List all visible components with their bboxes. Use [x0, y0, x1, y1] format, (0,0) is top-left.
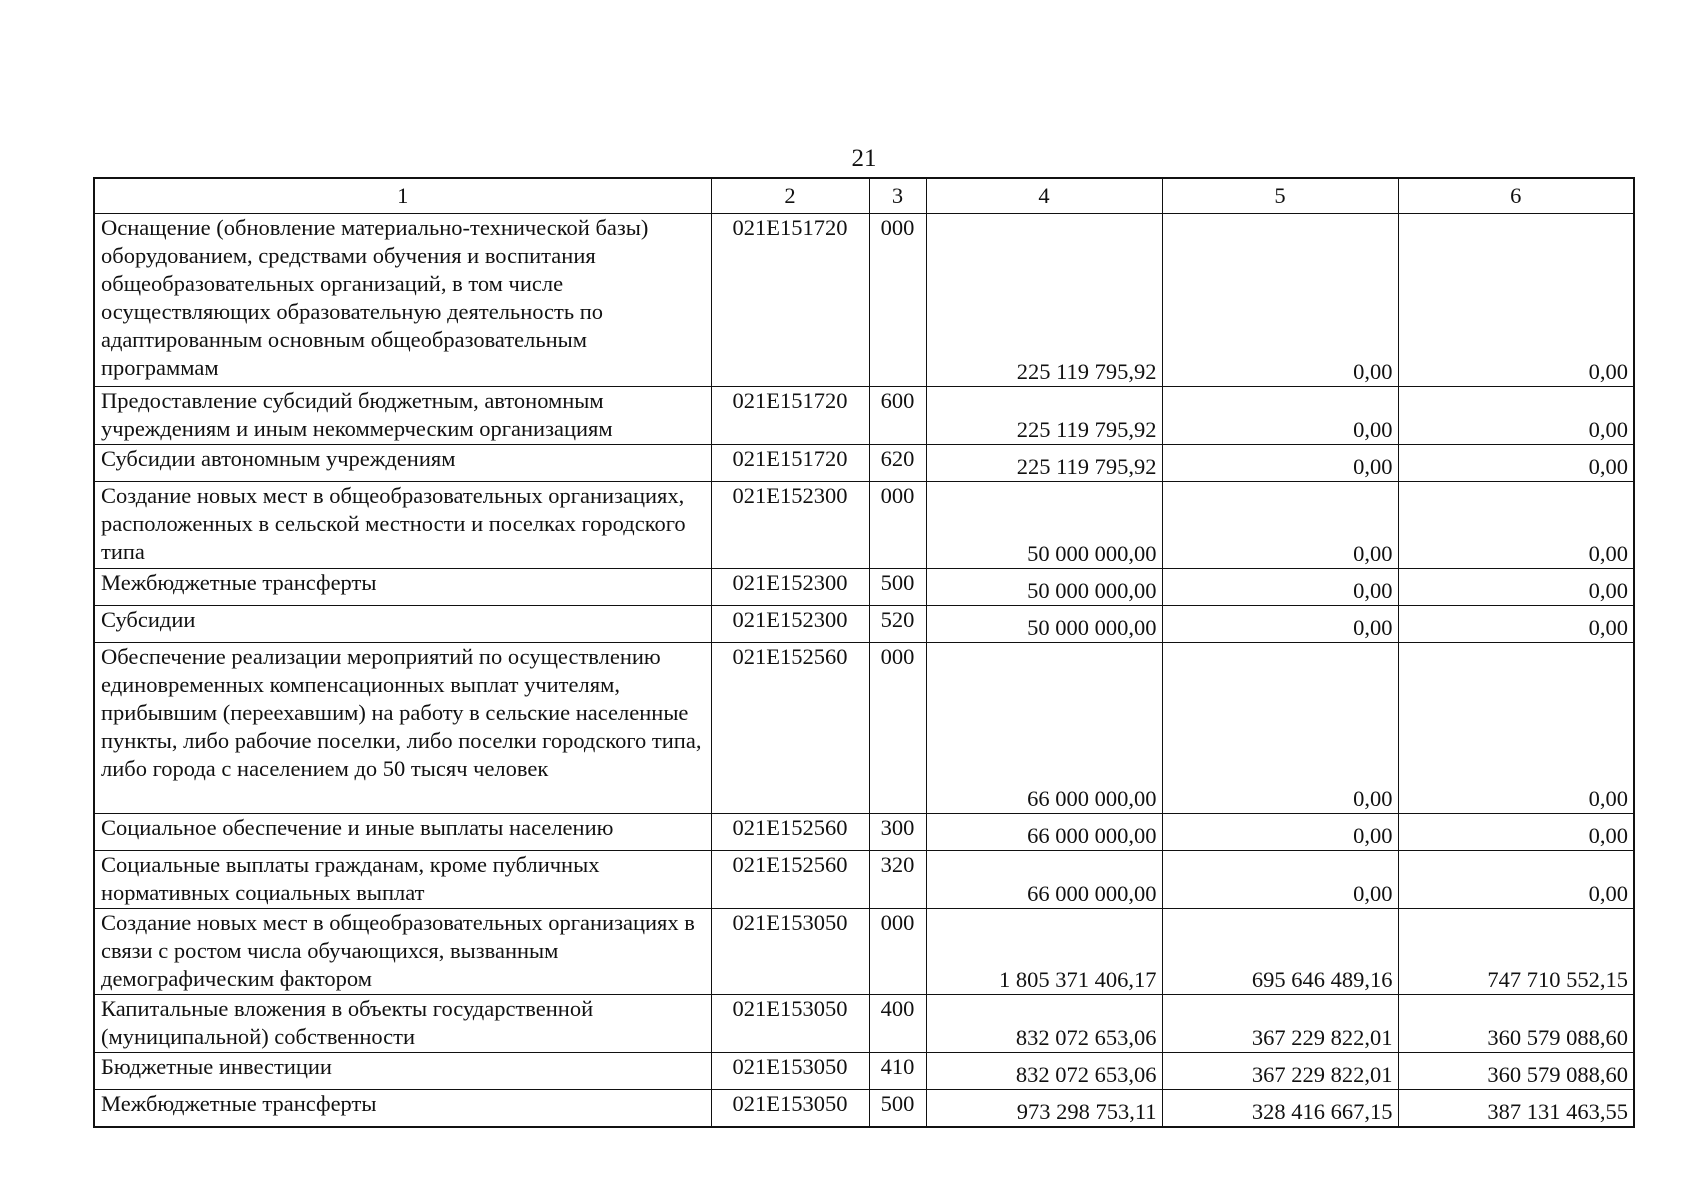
table-row — [94, 482, 1634, 569]
row-name: Бюджетные инвестиции — [94, 1053, 711, 1090]
row-name: Предоставление субсидий бюджетным, автономным учреждениям и иным некоммерческим организациям — [94, 387, 711, 445]
column-header: 5 — [1162, 178, 1398, 214]
row-value-col5: 0,00 — [1162, 643, 1398, 814]
row-value-col5: 0,00 — [1162, 851, 1398, 909]
row-code: 021Е152300 — [711, 606, 869, 643]
row-value-col4: 50 000 000,00 — [926, 482, 1162, 569]
row-expense-type: 520 — [869, 606, 926, 643]
table-row — [94, 643, 1634, 814]
row-value-col5: 367 229 822,01 — [1162, 995, 1398, 1053]
row-code: 021Е152300 — [711, 482, 869, 569]
row-name: Создание новых мест в общеобразовательных организациях, расположенных в сельской местности и поселках городского типа — [94, 482, 711, 569]
table-row — [94, 1090, 1634, 1127]
row-code: 021Е153050 — [711, 1053, 869, 1090]
row-value-col6: 0,00 — [1398, 851, 1634, 909]
row-name: Обеспечение реализации мероприятий по осуществлению единовременных компенсационных выплат учителям, прибывшим (переехавшим) на работу в сельские населенные пункты, либо рабочие поселки, либо поселки городского типа, либо города с населением до 50 тысяч человек — [94, 643, 711, 814]
table-row — [94, 1053, 1634, 1090]
row-code: 021Е153050 — [711, 909, 869, 995]
table-row — [94, 214, 1634, 387]
row-value-col6: 360 579 088,60 — [1398, 995, 1634, 1053]
row-value-col5: 695 646 489,16 — [1162, 909, 1398, 995]
row-expense-type: 500 — [869, 569, 926, 606]
row-code: 021Е151720 — [711, 387, 869, 445]
row-expense-type: 620 — [869, 445, 926, 482]
row-value-col4: 225 119 795,92 — [926, 214, 1162, 387]
row-expense-type: 300 — [869, 814, 926, 851]
column-header: 1 — [94, 178, 711, 214]
row-name: Межбюджетные трансферты — [94, 1090, 711, 1127]
table-row — [94, 814, 1634, 851]
row-value-col6: 0,00 — [1398, 569, 1634, 606]
row-code: 021Е151720 — [711, 214, 869, 387]
row-value-col4: 225 119 795,92 — [926, 387, 1162, 445]
row-value-col5: 0,00 — [1162, 387, 1398, 445]
row-value-col4: 50 000 000,00 — [926, 606, 1162, 643]
table-row — [94, 851, 1634, 909]
table-header-row — [94, 178, 1634, 214]
row-value-col6: 0,00 — [1398, 445, 1634, 482]
row-value-col6: 0,00 — [1398, 214, 1634, 387]
row-value-col5: 0,00 — [1162, 814, 1398, 851]
row-value-col4: 832 072 653,06 — [926, 1053, 1162, 1090]
row-value-col6: 0,00 — [1398, 643, 1634, 814]
row-value-col6: 360 579 088,60 — [1398, 1053, 1634, 1090]
row-expense-type: 410 — [869, 1053, 926, 1090]
row-expense-type: 000 — [869, 482, 926, 569]
row-expense-type: 320 — [869, 851, 926, 909]
row-name: Оснащение (обновление материально-технической базы) оборудованием, средствами обучения и воспитания общеобразовательных организаций, в том числе осуществляющих образовательную деятельность по адаптированным основным общеобразовательным программам — [94, 214, 711, 387]
row-value-col6: 0,00 — [1398, 606, 1634, 643]
column-header: 3 — [869, 178, 926, 214]
table-row — [94, 606, 1634, 643]
table-row — [94, 909, 1634, 995]
row-expense-type: 400 — [869, 995, 926, 1053]
row-value-col4: 832 072 653,06 — [926, 995, 1162, 1053]
row-value-col6: 387 131 463,55 — [1398, 1090, 1634, 1127]
table-row — [94, 569, 1634, 606]
row-value-col6: 0,00 — [1398, 814, 1634, 851]
row-expense-type: 000 — [869, 909, 926, 995]
row-name: Субсидии автономным учреждениям — [94, 445, 711, 482]
table-row — [94, 387, 1634, 445]
row-value-col5: 0,00 — [1162, 606, 1398, 643]
row-value-col6: 0,00 — [1398, 387, 1634, 445]
row-value-col4: 66 000 000,00 — [926, 851, 1162, 909]
row-value-col5: 0,00 — [1162, 214, 1398, 387]
row-name: Создание новых мест в общеобразовательных организациях в связи с ростом числа обучающихся, вызванным демографическим фактором — [94, 909, 711, 995]
row-name: Социальные выплаты гражданам, кроме публичных нормативных социальных выплат — [94, 851, 711, 909]
row-code: 021Е152560 — [711, 814, 869, 851]
row-expense-type: 600 — [869, 387, 926, 445]
column-header: 6 — [1398, 178, 1634, 214]
row-name: Межбюджетные трансферты — [94, 569, 711, 606]
row-code: 021Е152300 — [711, 569, 869, 606]
row-name: Капитальные вложения в объекты государственной (муниципальной) собственности — [94, 995, 711, 1053]
column-header: 2 — [711, 178, 869, 214]
table-row — [94, 445, 1634, 482]
column-header: 4 — [926, 178, 1162, 214]
row-value-col5: 367 229 822,01 — [1162, 1053, 1398, 1090]
budget-table — [93, 177, 1635, 1128]
row-code: 021Е153050 — [711, 1090, 869, 1127]
row-expense-type: 500 — [869, 1090, 926, 1127]
row-value-col5: 0,00 — [1162, 482, 1398, 569]
row-name: Субсидии — [94, 606, 711, 643]
row-value-col4: 66 000 000,00 — [926, 814, 1162, 851]
row-expense-type: 000 — [869, 643, 926, 814]
page-number: 21 — [851, 145, 877, 172]
row-value-col4: 973 298 753,11 — [926, 1090, 1162, 1127]
table-row — [94, 995, 1634, 1053]
row-name: Социальное обеспечение и иные выплаты населению — [94, 814, 711, 851]
row-value-col5: 0,00 — [1162, 445, 1398, 482]
row-value-col5: 328 416 667,15 — [1162, 1090, 1398, 1127]
row-code: 021Е151720 — [711, 445, 869, 482]
row-value-col4: 225 119 795,92 — [926, 445, 1162, 482]
row-value-col4: 66 000 000,00 — [926, 643, 1162, 814]
row-value-col5: 0,00 — [1162, 569, 1398, 606]
row-value-col4: 1 805 371 406,17 — [926, 909, 1162, 995]
row-value-col6: 747 710 552,15 — [1398, 909, 1634, 995]
row-code: 021Е152560 — [711, 851, 869, 909]
row-code: 021Е152560 — [711, 643, 869, 814]
row-expense-type: 000 — [869, 214, 926, 387]
row-value-col6: 0,00 — [1398, 482, 1634, 569]
row-value-col4: 50 000 000,00 — [926, 569, 1162, 606]
row-code: 021Е153050 — [711, 995, 869, 1053]
